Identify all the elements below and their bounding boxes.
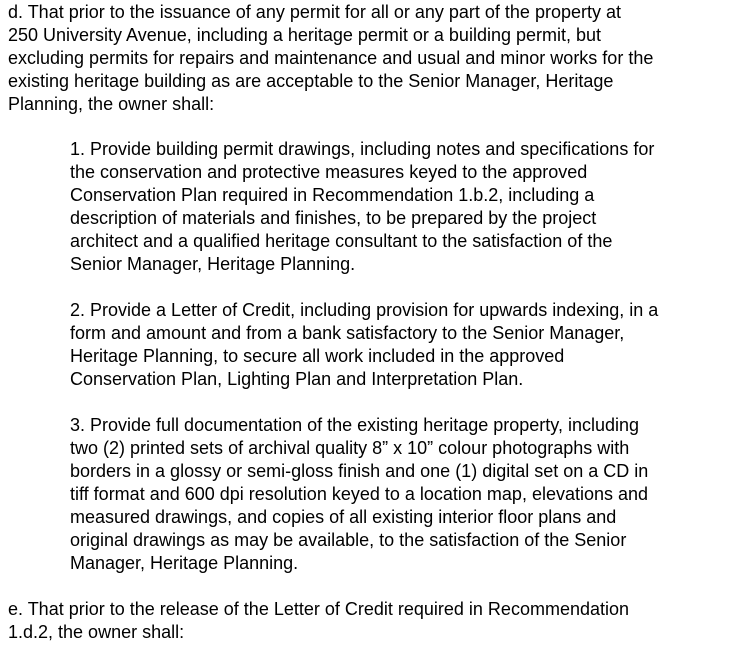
- sub-item-line: Conservation Plan required in Recommendation 1.b.2, including a: [70, 185, 595, 205]
- clause-e-intro: [8, 598, 733, 644]
- clause-d-intro: [8, 1, 733, 116]
- sub-item-line: architect and a qualified heritage consultant to the satisfaction of the: [70, 231, 613, 251]
- sub-item-line: original drawings as may be available, to the satisfaction of the Senior: [70, 530, 627, 550]
- clause-e-line: 1.d.2, the owner shall:: [8, 622, 185, 642]
- sub-item-line: Conservation Plan, Lighting Plan and Interpretation Plan.: [70, 369, 524, 389]
- sub-item-1: [70, 138, 733, 276]
- sub-item-line: the conservation and protective measures keyed to the approved: [70, 162, 588, 182]
- sub-item-line: 1. Provide building permit drawings, including notes and specifications for: [70, 139, 655, 159]
- clause-d-line: d. That prior to the issuance of any permit for all or any part of the property at: [8, 2, 621, 22]
- sub-item-line: description of materials and finishes, to be prepared by the project: [70, 208, 597, 228]
- clause-d-sub-items: [70, 138, 733, 575]
- clause-d-line: 250 University Avenue, including a heritage permit or a building permit, but: [8, 25, 602, 45]
- sub-item-line: two (2) printed sets of archival quality 8” x 10” colour photographs with: [70, 438, 630, 458]
- sub-item-line: measured drawings, and copies of all existing interior floor plans and: [70, 507, 617, 527]
- sub-item-line: borders in a glossy or semi-gloss finish and one (1) digital set on a CD in: [70, 461, 649, 481]
- clause-e-line: e. That prior to the release of the Letter of Credit required in Recommendation: [8, 599, 630, 619]
- sub-item-2: [70, 299, 733, 391]
- sub-item-line: Manager, Heritage Planning.: [70, 553, 299, 573]
- clause-d-line: Planning, the owner shall:: [8, 94, 215, 114]
- document-body: [8, 1, 733, 644]
- sub-item-line: 2. Provide a Letter of Credit, including provision for upwards indexing, in a: [70, 300, 659, 320]
- clause-d-line: existing heritage building as are acceptable to the Senior Manager, Heritage: [8, 71, 614, 91]
- sub-item-line: Senior Manager, Heritage Planning.: [70, 254, 356, 274]
- sub-item-line: tiff format and 600 dpi resolution keyed to a location map, elevations and: [70, 484, 649, 504]
- sub-item-line: Heritage Planning, to secure all work included in the approved: [70, 346, 565, 366]
- sub-item-line: 3. Provide full documentation of the existing heritage property, including: [70, 415, 640, 435]
- sub-item-line: form and amount and from a bank satisfactory to the Senior Manager,: [70, 323, 625, 343]
- clause-d-line: excluding permits for repairs and maintenance and usual and minor works for the: [8, 48, 654, 68]
- sub-item-3: [70, 414, 733, 575]
